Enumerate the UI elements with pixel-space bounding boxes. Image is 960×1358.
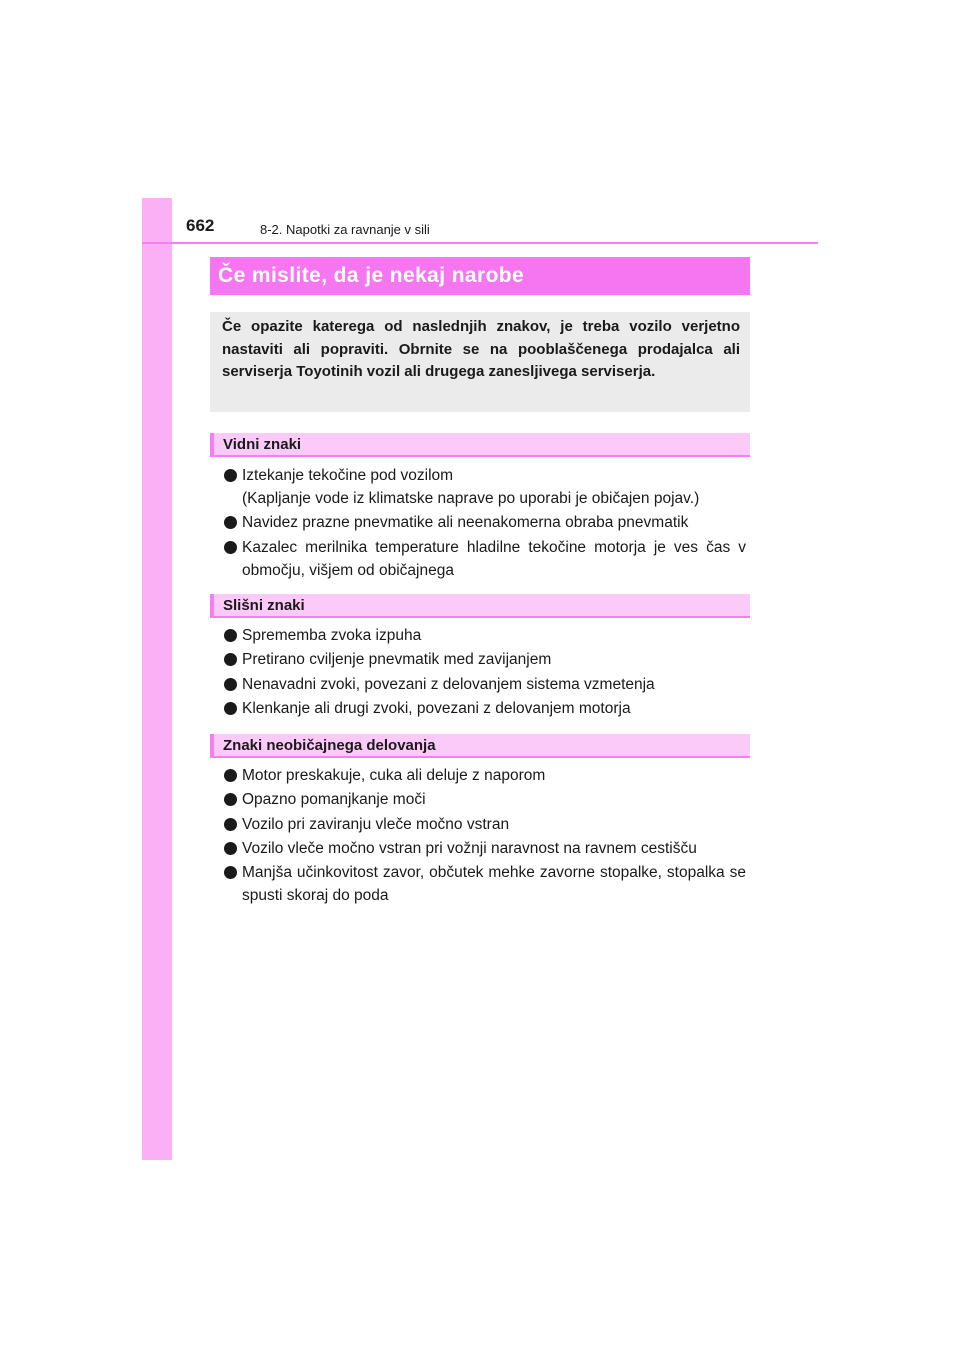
operational-signs-list <box>210 764 750 908</box>
list-item <box>210 813 750 836</box>
bullet-icon <box>224 702 237 715</box>
list-item <box>210 511 750 534</box>
page-title: Če mislite, da je nekaj narobe <box>218 264 525 287</box>
list-item-text: Motor preskakuje, cuka ali deluje z naporom <box>242 767 546 784</box>
intro-box <box>210 312 750 412</box>
list-item-text: Vozilo pri zaviranju vleče močno vstran <box>242 815 510 833</box>
bullet-icon <box>224 866 237 879</box>
section-heading-label: Slišni znaki <box>223 596 305 614</box>
bullet-icon <box>224 541 237 554</box>
visual-signs-list <box>210 464 750 583</box>
chapter-side-strip <box>142 198 172 1160</box>
list-item-text: Pretirano cviljenje pnevmatik med zavijanjem <box>242 651 552 669</box>
bullet-icon <box>224 793 237 806</box>
header-rule <box>142 242 818 244</box>
list-item-text: Opazno pomanjkanje moči <box>242 791 426 809</box>
list-item-text: Kazalec merilnika temperature hladilne tekočine motorja je ves čas v območju, višjem od običajnega <box>242 538 746 579</box>
bullet-icon <box>224 818 237 831</box>
list-item <box>210 697 750 720</box>
intro-text: Če opazite katerega od naslednjih znakov, je treba vozilo verjetno nastaviti ali popraviti. Obrnite se na pooblaščenega prodajalca ali serviserja Toyotinih vozil ali drugega zanesljivega serviserja. <box>222 318 740 380</box>
list-item-text: Vozilo vleče močno vstran pri vožnji naravnost na ravnem cestišču <box>242 839 697 857</box>
bullet-icon <box>224 653 237 666</box>
list-item-note: (Kapljanje vode iz klimatske naprave po uporabi je običajen pojav.) <box>242 490 700 507</box>
bullet-icon <box>224 769 237 782</box>
list-item <box>210 764 750 787</box>
page-title-bar <box>210 257 750 295</box>
bullet-icon <box>224 678 237 691</box>
list-item <box>210 861 750 907</box>
list-item-text: Navidez prazne pnevmatike ali neenakomerna obraba pnevmatik <box>242 514 689 532</box>
running-header: 8-2. Napotki za ravnanje v sili <box>260 222 430 237</box>
section-heading-audible-signs <box>210 594 750 618</box>
list-item-text: Klenkanje ali drugi zvoki, povezani z delovanjem motorja <box>242 699 631 717</box>
bullet-icon <box>224 469 237 482</box>
page-number: 662 <box>186 216 215 235</box>
list-item <box>210 464 750 510</box>
list-item-text: Nenavadni zvoki, povezani z delovanjem sistema vzmetenja <box>242 675 655 693</box>
list-item <box>210 673 750 696</box>
list-item <box>210 624 750 647</box>
section-heading-visual-signs <box>210 433 750 457</box>
list-item <box>210 536 750 582</box>
list-item-text: Iztekanje tekočine pod vozilom <box>242 467 454 484</box>
bullet-icon <box>224 629 237 642</box>
section-heading-label: Znaki neobičajnega delovanja <box>223 736 436 754</box>
section-heading-operational-signs <box>210 734 750 758</box>
list-item <box>210 648 750 671</box>
audible-signs-list <box>210 624 750 721</box>
list-item-text: Manjša učinkovitost zavor, občutek mehke zavorne stopalke, stopalka se spusti skoraj do poda <box>242 864 746 905</box>
list-item-text: Sprememba zvoka izpuha <box>242 627 422 644</box>
list-item <box>210 788 750 811</box>
section-heading-label: Vidni znaki <box>223 435 302 453</box>
bullet-icon <box>224 516 237 529</box>
bullet-icon <box>224 842 237 855</box>
list-item <box>210 837 750 860</box>
